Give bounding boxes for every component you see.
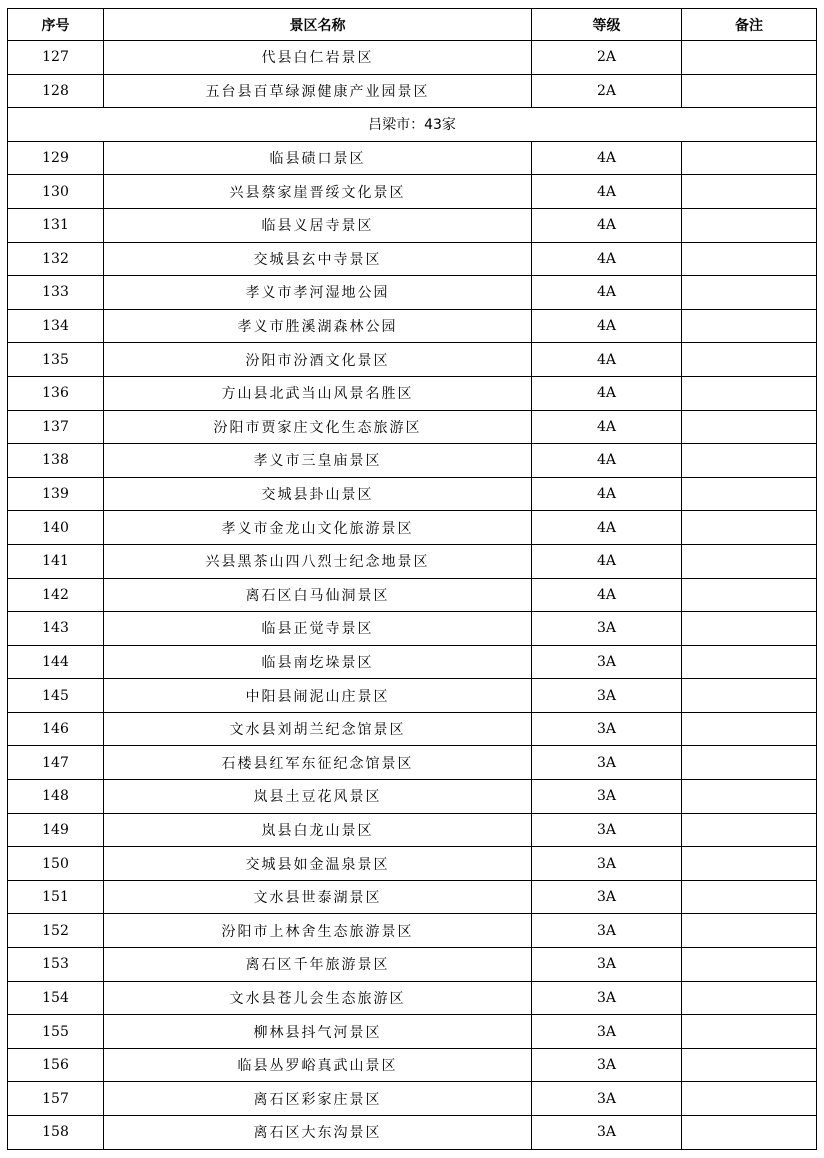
cell-remark (682, 477, 817, 511)
cell-no: 148 (8, 780, 104, 814)
cell-level: 4A (532, 141, 682, 175)
cell-level: 4A (532, 309, 682, 343)
table-row (8, 208, 817, 242)
cell-name: 交城县如金温泉景区 (104, 847, 532, 881)
cell-level: 4A (532, 343, 682, 377)
table-row (8, 1015, 817, 1049)
cell-name: 临县碛口景区 (104, 141, 532, 175)
cell-remark (682, 712, 817, 746)
cell-level: 3A (532, 948, 682, 982)
cell-name: 兴县蔡家崖晋绥文化景区 (104, 175, 532, 209)
cell-level: 3A (532, 1116, 682, 1150)
cell-remark (682, 410, 817, 444)
cell-level: 2A (532, 74, 682, 108)
cell-level: 3A (532, 1048, 682, 1082)
cell-no: 157 (8, 1082, 104, 1116)
cell-level: 4A (532, 477, 682, 511)
cell-name: 临县正觉寺景区 (104, 612, 532, 646)
cell-level: 3A (532, 746, 682, 780)
cell-no: 134 (8, 309, 104, 343)
cell-level: 3A (532, 1015, 682, 1049)
cell-remark (682, 141, 817, 175)
header-row (8, 9, 817, 41)
cell-remark (682, 544, 817, 578)
cell-level: 4A (532, 208, 682, 242)
table-row (8, 813, 817, 847)
cell-remark (682, 1116, 817, 1150)
cell-no: 145 (8, 679, 104, 713)
cell-no: 146 (8, 712, 104, 746)
cell-no: 151 (8, 880, 104, 914)
cell-no: 128 (8, 74, 104, 108)
cell-no: 149 (8, 813, 104, 847)
cell-level: 4A (532, 276, 682, 310)
cell-name: 临县丛罗峪真武山景区 (104, 1048, 532, 1082)
cell-remark (682, 41, 817, 75)
cell-name: 五台县百草绿源健康产业园景区 (104, 74, 532, 108)
table-row (8, 511, 817, 545)
cell-remark (682, 645, 817, 679)
cell-remark (682, 74, 817, 108)
table-row (8, 712, 817, 746)
cell-name: 孝义市孝河湿地公园 (104, 276, 532, 310)
cell-level: 3A (532, 813, 682, 847)
cell-remark (682, 309, 817, 343)
cell-name: 岚县土豆花风景区 (104, 780, 532, 814)
table-row (8, 74, 817, 108)
cell-no: 156 (8, 1048, 104, 1082)
cell-remark (682, 444, 817, 478)
cell-remark (682, 948, 817, 982)
table-row (8, 981, 817, 1015)
table-row (8, 578, 817, 612)
cell-remark (682, 1048, 817, 1082)
header-level: 等级 (532, 9, 682, 41)
cell-level: 3A (532, 645, 682, 679)
cell-no: 136 (8, 376, 104, 410)
cell-no: 140 (8, 511, 104, 545)
cell-no: 141 (8, 544, 104, 578)
cell-no: 137 (8, 410, 104, 444)
table-row (8, 276, 817, 310)
cell-name: 离石区白马仙洞景区 (104, 578, 532, 612)
table-row (8, 141, 817, 175)
cell-no: 127 (8, 41, 104, 75)
cell-no: 130 (8, 175, 104, 209)
cell-no: 154 (8, 981, 104, 1015)
cell-name: 文水县刘胡兰纪念馆景区 (104, 712, 532, 746)
cell-remark (682, 813, 817, 847)
table-row (8, 376, 817, 410)
cell-remark (682, 208, 817, 242)
cell-name: 临县义居寺景区 (104, 208, 532, 242)
cell-no: 153 (8, 948, 104, 982)
cell-no: 139 (8, 477, 104, 511)
section-group (8, 108, 817, 142)
scenic-spot-table (7, 8, 817, 1150)
table-row (8, 1048, 817, 1082)
cell-level: 2A (532, 41, 682, 75)
cell-level: 4A (532, 376, 682, 410)
cell-name: 汾阳市上林舍生态旅游景区 (104, 914, 532, 948)
table-body-top (8, 41, 817, 108)
table-row (8, 410, 817, 444)
cell-remark (682, 981, 817, 1015)
cell-name: 柳林县抖气河景区 (104, 1015, 532, 1049)
cell-no: 132 (8, 242, 104, 276)
table-row (8, 780, 817, 814)
cell-no: 129 (8, 141, 104, 175)
cell-name: 离石区大东沟景区 (104, 1116, 532, 1150)
cell-no: 158 (8, 1116, 104, 1150)
cell-name: 兴县黑茶山四八烈士纪念地景区 (104, 544, 532, 578)
cell-level: 4A (532, 511, 682, 545)
cell-remark (682, 578, 817, 612)
cell-no: 150 (8, 847, 104, 881)
cell-level: 3A (532, 780, 682, 814)
cell-name: 孝义市三皇庙景区 (104, 444, 532, 478)
cell-level: 3A (532, 1082, 682, 1116)
table-row (8, 444, 817, 478)
cell-name: 汾阳市贾家庄文化生态旅游区 (104, 410, 532, 444)
cell-remark (682, 511, 817, 545)
table-row (8, 880, 817, 914)
cell-name: 临县南圪垛景区 (104, 645, 532, 679)
cell-level: 3A (532, 712, 682, 746)
table-row (8, 1116, 817, 1150)
section-row (8, 108, 817, 142)
cell-level: 4A (532, 544, 682, 578)
cell-name: 石楼县红军东征纪念馆景区 (104, 746, 532, 780)
table-row (8, 612, 817, 646)
cell-level: 4A (532, 578, 682, 612)
header-no: 序号 (8, 9, 104, 41)
table-row (8, 679, 817, 713)
cell-no: 133 (8, 276, 104, 310)
cell-level: 3A (532, 880, 682, 914)
cell-level: 4A (532, 410, 682, 444)
table-body-main (8, 141, 817, 1149)
table-row (8, 544, 817, 578)
cell-level: 3A (532, 914, 682, 948)
cell-level: 4A (532, 175, 682, 209)
table-row (8, 847, 817, 881)
cell-remark (682, 780, 817, 814)
table-row (8, 242, 817, 276)
cell-remark (682, 376, 817, 410)
cell-level: 3A (532, 981, 682, 1015)
cell-name: 孝义市金龙山文化旅游景区 (104, 511, 532, 545)
cell-level: 4A (532, 444, 682, 478)
cell-remark (682, 746, 817, 780)
cell-remark (682, 1082, 817, 1116)
table-row (8, 41, 817, 75)
cell-no: 147 (8, 746, 104, 780)
cell-no: 135 (8, 343, 104, 377)
cell-level: 3A (532, 847, 682, 881)
table-row (8, 948, 817, 982)
cell-remark (682, 276, 817, 310)
cell-remark (682, 612, 817, 646)
cell-remark (682, 847, 817, 881)
cell-name: 岚县白龙山景区 (104, 813, 532, 847)
table-row (8, 645, 817, 679)
cell-remark (682, 914, 817, 948)
header-name: 景区名称 (104, 9, 532, 41)
cell-remark (682, 880, 817, 914)
cell-level: 3A (532, 679, 682, 713)
cell-no: 144 (8, 645, 104, 679)
cell-level: 4A (532, 242, 682, 276)
cell-name: 交城县玄中寺景区 (104, 242, 532, 276)
header-remarks: 备注 (682, 9, 817, 41)
cell-name: 孝义市胜溪湖森林公园 (104, 309, 532, 343)
table-row (8, 1082, 817, 1116)
cell-name: 离石区千年旅游景区 (104, 948, 532, 982)
cell-name: 代县白仁岩景区 (104, 41, 532, 75)
cell-remark (682, 343, 817, 377)
cell-name: 中阳县闹泥山庄景区 (104, 679, 532, 713)
cell-no: 152 (8, 914, 104, 948)
cell-name: 文水县世泰湖景区 (104, 880, 532, 914)
cell-remark (682, 679, 817, 713)
cell-no: 155 (8, 1015, 104, 1049)
cell-no: 138 (8, 444, 104, 478)
table-row (8, 914, 817, 948)
cell-name: 文水县苍儿会生态旅游区 (104, 981, 532, 1015)
cell-no: 131 (8, 208, 104, 242)
cell-name: 方山县北武当山风景名胜区 (104, 376, 532, 410)
table-row (8, 309, 817, 343)
cell-name: 离石区彩家庄景区 (104, 1082, 532, 1116)
table-row (8, 343, 817, 377)
table-row (8, 175, 817, 209)
cell-name: 交城县卦山景区 (104, 477, 532, 511)
cell-name: 汾阳市汾酒文化景区 (104, 343, 532, 377)
cell-level: 3A (532, 612, 682, 646)
cell-remark (682, 1015, 817, 1049)
table-row (8, 746, 817, 780)
table-row (8, 477, 817, 511)
cell-no: 142 (8, 578, 104, 612)
cell-remark (682, 175, 817, 209)
section-label: 吕梁市：43家 (8, 108, 817, 142)
cell-remark (682, 242, 817, 276)
cell-no: 143 (8, 612, 104, 646)
